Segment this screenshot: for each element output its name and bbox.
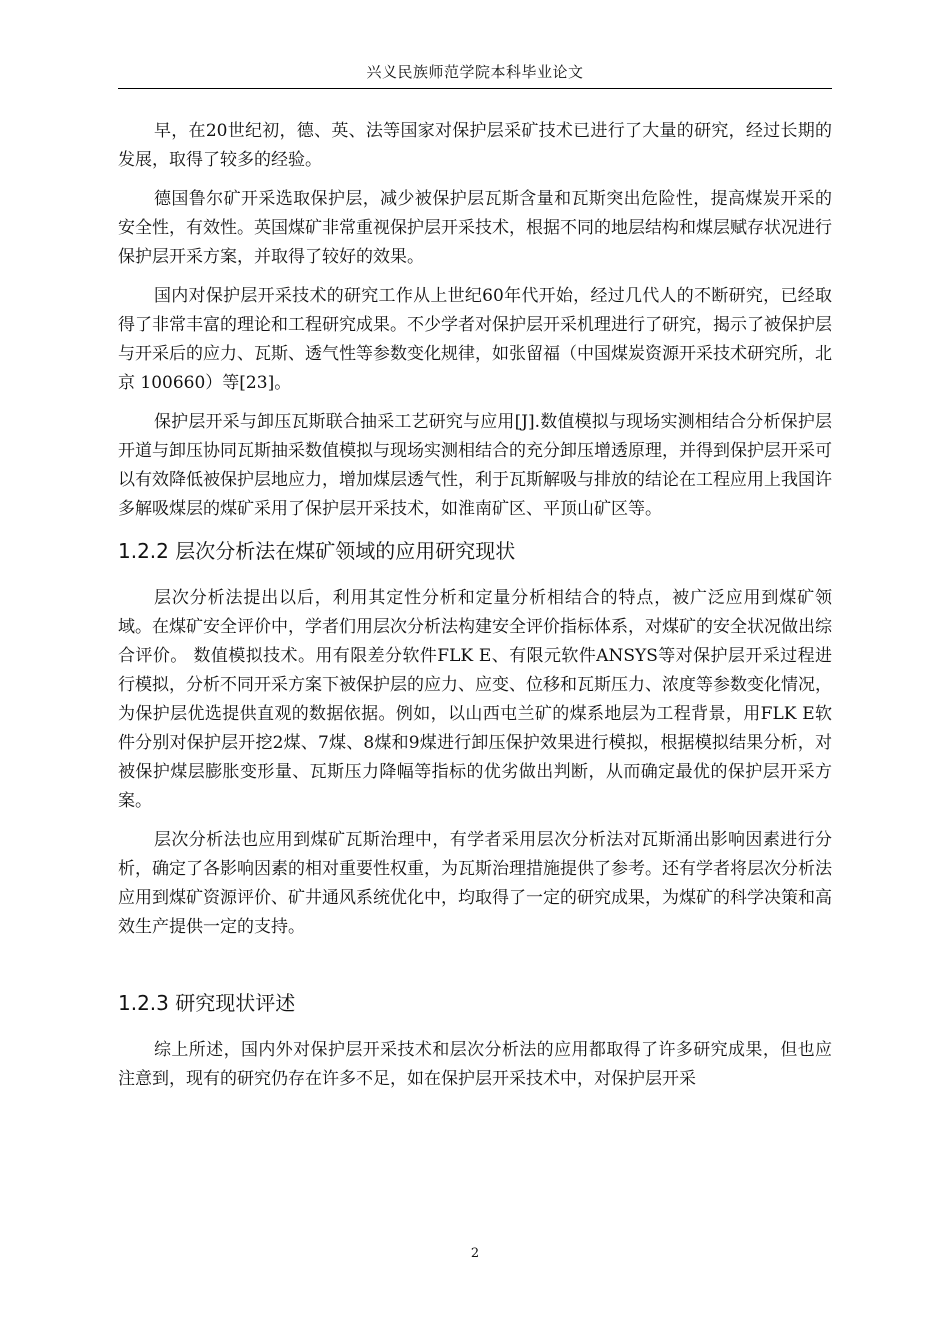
paragraph-1: 早，在20世纪初，德、英、法等国家对保护层采矿技术已进行了大量的研究，经过长期的发展，取得了较多的经验。 [118,121,832,170]
section-heading-1-2-2: 1.2.2 层次分析法在煤矿领域的应用研究现状 [118,539,516,563]
document-body [118,117,832,1104]
section-heading-1-2-3: 1.2.3 研究现状评述 [118,991,296,1015]
header-title: 兴义民族师范学院本科毕业论文 [366,63,584,81]
page-header [118,58,832,89]
paragraph-5: 层次分析法提出以后，利用其定性分析和定量分析相结合的特点，被广泛应用到煤矿领域。在煤矿安全评价中，学者们用层次分析法构建安全评价指标体系，对煤矿的安全状况做出综合评价。 数值模拟技术。用有限差分软件FLK E、有限元软件ANSYS等对保护层开采过程进行模拟，分析不同开采方案下被保护层的应力、应变、位移和瓦斯压力、浓度等参数变化情况，为保护层优选提供直观的数据依据。例如，以山西屯兰矿的煤系地层为工程背景，用FLK E软件分别对保护层开挖2煤、7煤、8煤和9煤进行卸压保护效果进行模拟，根据模拟结果分析，对被保护煤层膨胀变形量、瓦斯压力降幅等指标的优劣做出判断，从而确定最优的保护层开采方案。 [118,588,832,811]
paragraph-7: 综上所述，国内外对保护层开采技术和层次分析法的应用都取得了许多研究成果，但也应注意到，现有的研究仍存在许多不足，如在保护层开采技术中，对保护层开采 [118,1040,832,1089]
paragraph-2: 德国鲁尔矿开采选取保护层，减少被保护层瓦斯含量和瓦斯突出危险性，提高煤炭开采的安全性，有效性。英国煤矿非常重视保护层开采技术，根据不同的地层结构和煤层赋存状况进行保护层开采方案，并取得了较好的效果。 [118,189,832,267]
paragraph-6: 层次分析法也应用到煤矿瓦斯治理中，有学者采用层次分析法对瓦斯涌出影响因素进行分析，确定了各影响因素的相对重要性权重，为瓦斯治理措施提供了参考。还有学者将层次分析法应用到煤矿资源评价、矿井通风系统优化中，均取得了一定的研究成果，为煤矿的科学决策和高效生产提供一定的支持。 [118,830,832,937]
page-number: 2 [470,1246,480,1261]
paragraph-4: 保护层开采与卸压瓦斯联合抽采工艺研究与应用[J].数值模拟与现场实测相结合分析保护层开道与卸压协同瓦斯抽采数值模拟与现场实测相结合的充分卸压增透原理，并得到保护层开采可以有效降低被保护层地应力，增加煤层透气性，利于瓦斯解吸与排放的结论在工程应用上我国许多解吸煤层的煤矿采用了保护层开采技术，如淮南矿区、平顶山矿区等。 [118,412,832,519]
paragraph-3: 国内对保护层开采技术的研究工作从上世纪60年代开始，经过几代人的不断研究，已经取得了非常丰富的理论和工程研究成果。不少学者对保护层开采机理进行了研究，揭示了被保护层与开采后的应力、瓦斯、透气性等参数变化规律，如张留福（中国煤炭资源开采技术研究所，北京 100660）等[23]。 [118,286,832,393]
